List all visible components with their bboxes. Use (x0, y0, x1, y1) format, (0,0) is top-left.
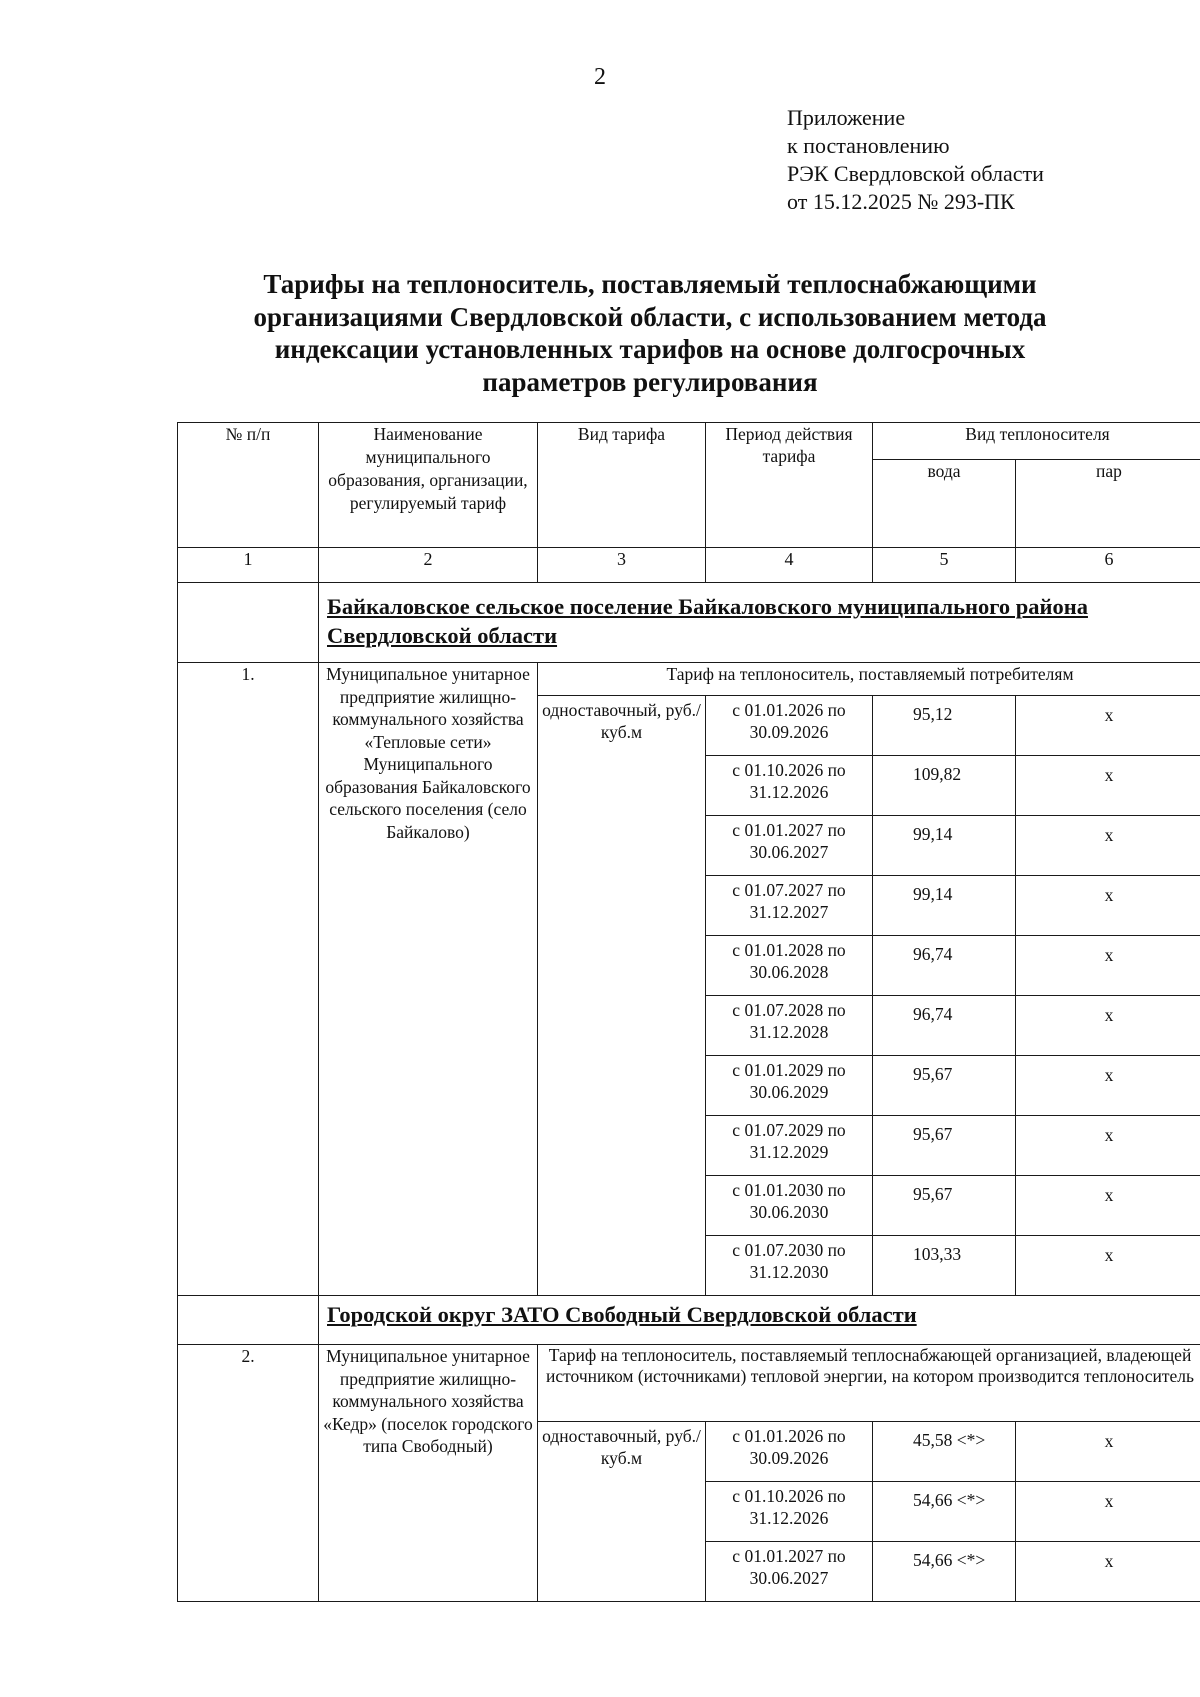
period-cell: с 01.01.2030 по 30.06.2030 (706, 1176, 873, 1236)
column-number: 6 (1016, 548, 1200, 583)
approval-line-3: РЭК Свердловской области (787, 161, 1044, 186)
title-line-4: параметров регулирования (482, 366, 818, 397)
water-value: 54,66 <*> (873, 1542, 1016, 1602)
period-cell: с 01.07.2027 по 31.12.2027 (706, 876, 873, 936)
water-value: 95,12 (873, 696, 1016, 756)
steam-value: x (1016, 1236, 1200, 1296)
period-cell: с 01.01.2029 по 30.06.2029 (706, 1056, 873, 1116)
steam-value: x (1016, 936, 1200, 996)
document-title (200, 268, 1100, 398)
steam-value: x (1016, 1482, 1200, 1542)
header-name: Наименование муниципального образования, организации, регулируемый тариф (319, 423, 538, 548)
approval-block (787, 104, 1044, 216)
tariff-type: одноставочный, руб./куб.м (538, 1422, 706, 1602)
section-row (178, 1296, 1200, 1345)
row-number: 2. (178, 1345, 319, 1602)
header-carrier: Вид теплоносителя (873, 423, 1200, 460)
column-number: 3 (538, 548, 706, 583)
period-cell: с 01.01.2026 по 30.09.2026 (706, 1422, 873, 1482)
steam-value: x (1016, 696, 1200, 756)
steam-value: x (1016, 1116, 1200, 1176)
water-value: 95,67 (873, 1176, 1016, 1236)
header-water: вода (873, 460, 1016, 548)
steam-value: x (1016, 876, 1200, 936)
approval-line-4: от 15.12.2025 № 293-ПК (787, 189, 1015, 214)
approval-line-2: к постановлению (787, 133, 950, 158)
period-cell: с 01.01.2026 по 30.09.2026 (706, 696, 873, 756)
period-cell: с 01.01.2028 по 30.06.2028 (706, 936, 873, 996)
period-cell: с 01.10.2026 по 31.12.2026 (706, 1482, 873, 1542)
steam-value: x (1016, 1422, 1200, 1482)
steam-value: x (1016, 816, 1200, 876)
period-cell: с 01.07.2028 по 31.12.2028 (706, 996, 873, 1056)
section-row (178, 583, 1200, 663)
header-num: № п/п (178, 423, 319, 548)
title-line-2: организациями Свердловской области, с использованием метода (253, 301, 1047, 332)
steam-value: x (1016, 1176, 1200, 1236)
subheader-row (178, 663, 1200, 696)
organization-name: Муниципальное унитарное предприятие жилищно-коммунального хозяйства «Кедр» (поселок городского типа Свободный) (319, 1345, 538, 1602)
header-steam: пар (1016, 460, 1200, 548)
header-row (178, 423, 1200, 460)
period-cell: с 01.07.2029 по 31.12.2029 (706, 1116, 873, 1176)
tariff-subheader: Тариф на теплоноситель, поставляемый потребителям (538, 663, 1200, 696)
section-empty-cell (178, 1296, 319, 1345)
section-empty-cell (178, 583, 319, 663)
column-number: 4 (706, 548, 873, 583)
steam-value: x (1016, 756, 1200, 816)
water-value: 99,14 (873, 876, 1016, 936)
section-title: Байкаловское сельское поселение Байкаловского муниципального района Свердловской области (319, 583, 1200, 663)
tariff-type: одноставочный, руб./куб.м (538, 696, 706, 1296)
column-numbers-row (178, 548, 1200, 583)
water-value: 99,14 (873, 816, 1016, 876)
period-cell: с 01.10.2026 по 31.12.2026 (706, 756, 873, 816)
water-value: 95,67 (873, 1116, 1016, 1176)
header-tariff-type: Вид тарифа (538, 423, 706, 548)
water-value: 45,58 <*> (873, 1422, 1016, 1482)
water-value: 54,66 <*> (873, 1482, 1016, 1542)
water-value: 96,74 (873, 996, 1016, 1056)
water-value: 109,82 (873, 756, 1016, 816)
row-number: 1. (178, 663, 319, 1296)
subheader-row (178, 1345, 1200, 1422)
page-number: 2 (594, 64, 606, 90)
title-line-1: Тарифы на теплоноситель, поставляемый теплоснабжающими (263, 269, 1037, 299)
header-period: Период действия тарифа (706, 423, 873, 548)
organization-name: Муниципальное унитарное предприятие жилищно-коммунального хозяйства «Тепловые сети» Муниципального образования Байкаловского сельского поселения (село Байкалово) (319, 663, 538, 1296)
column-number: 1 (178, 548, 319, 583)
steam-value: x (1016, 1542, 1200, 1602)
water-value: 103,33 (873, 1236, 1016, 1296)
tariff-table (177, 422, 1200, 1602)
approval-line-1: Приложение (787, 105, 906, 130)
period-cell: с 01.07.2030 по 31.12.2030 (706, 1236, 873, 1296)
period-cell: с 01.01.2027 по 30.06.2027 (706, 816, 873, 876)
water-value: 96,74 (873, 936, 1016, 996)
tariff-subheader: Тариф на теплоноситель, поставляемый теплоснабжающей организацией, владеющей источником (источниками) тепловой энергии, на котором производится теплоноситель (538, 1345, 1200, 1422)
section-title: Городской округ ЗАТО Свободный Свердловской области (319, 1296, 1200, 1345)
column-number: 2 (319, 548, 538, 583)
water-value: 95,67 (873, 1056, 1016, 1116)
period-cell: с 01.01.2027 по 30.06.2027 (706, 1542, 873, 1602)
column-number: 5 (873, 548, 1016, 583)
title-line-3: индексации установленных тарифов на основе долгосрочных (274, 334, 1026, 364)
steam-value: x (1016, 996, 1200, 1056)
steam-value: x (1016, 1056, 1200, 1116)
